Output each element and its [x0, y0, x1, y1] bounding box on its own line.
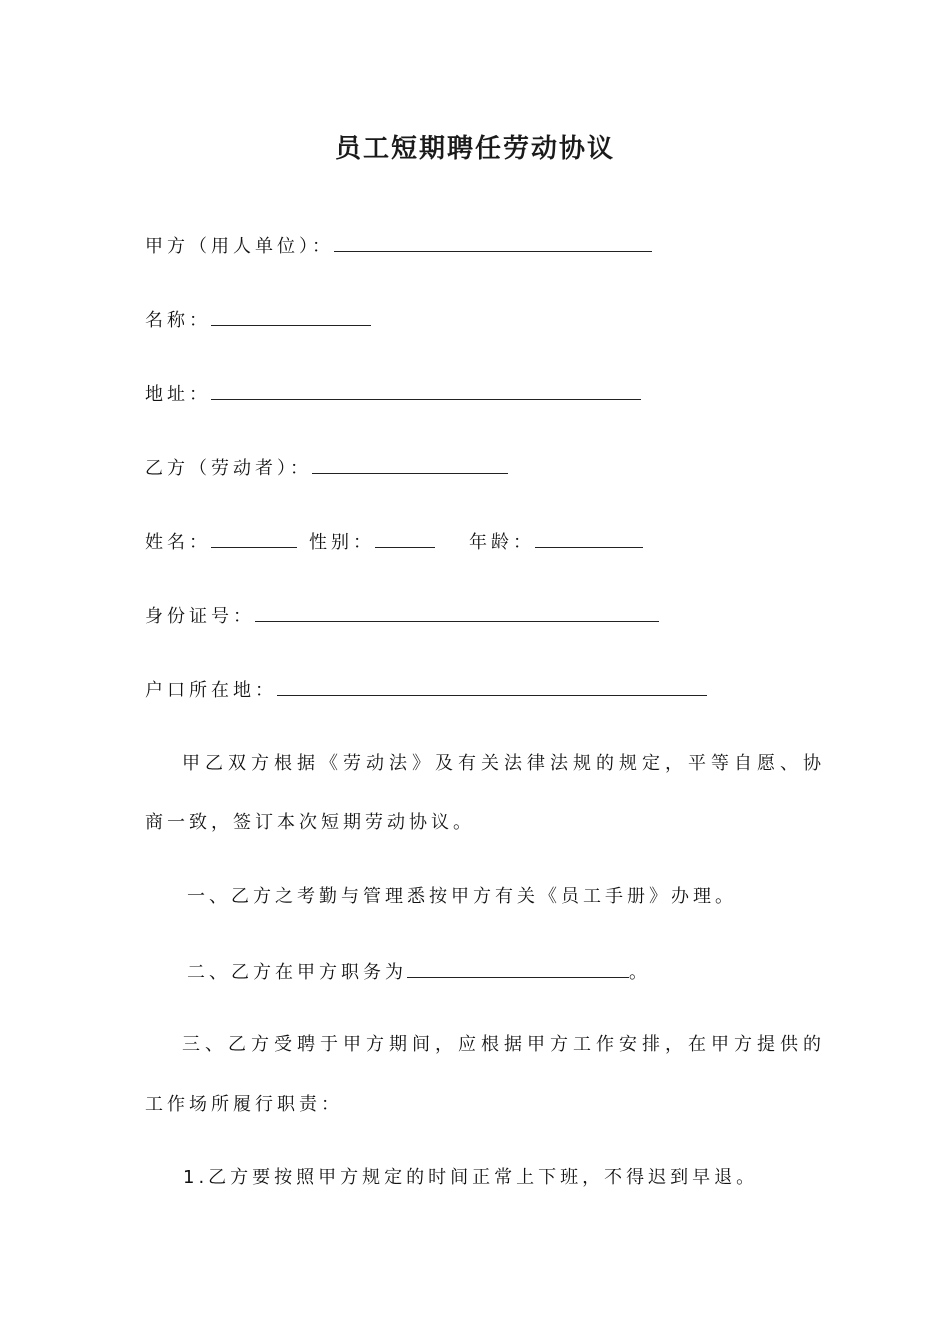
- hukou-blank[interactable]: [277, 677, 707, 696]
- party-b-label: 乙方（劳动者）：: [145, 458, 312, 479]
- party-a-label: 甲方（用人单位）：: [145, 236, 334, 257]
- clause-two-row: [187, 959, 651, 985]
- party-a-row: [145, 233, 652, 259]
- age-label: 年龄：: [469, 532, 535, 553]
- id-label: 身份证号：: [145, 606, 255, 627]
- name-row: [145, 307, 371, 333]
- name-label: 名称：: [145, 310, 211, 331]
- position-blank[interactable]: [407, 959, 629, 978]
- id-blank[interactable]: [255, 603, 659, 622]
- gender-label: 性别：: [309, 532, 375, 553]
- person-name-blank[interactable]: [211, 529, 297, 548]
- person-name-label: 姓名：: [145, 532, 211, 553]
- document-title: 员工短期聘任劳动协议: [334, 134, 615, 164]
- address-label: 地址：: [145, 384, 211, 405]
- clause-three-line-1: 三、乙方受聘于甲方期间，应根据甲方工作安排，在甲方提供的: [182, 1034, 826, 1055]
- clause-two-prefix: 二、乙方在甲方职务为: [187, 962, 407, 983]
- party-b-row: [145, 455, 508, 481]
- name-blank[interactable]: [211, 307, 371, 326]
- hukou-row: [145, 677, 707, 703]
- party-b-blank[interactable]: [312, 455, 508, 474]
- gender-blank[interactable]: [375, 529, 435, 548]
- intro-line-2: 商一致，签订本次短期劳动协议。: [145, 812, 475, 833]
- address-blank[interactable]: [211, 381, 641, 400]
- personal-info-row: [145, 529, 643, 555]
- clause-two-suffix: 。: [629, 962, 651, 983]
- clause-three-item-1: 1.乙方要按照甲方规定的时间正常上下班，不得迟到早退。: [183, 1167, 759, 1188]
- age-blank[interactable]: [535, 529, 643, 548]
- party-a-blank[interactable]: [334, 233, 652, 252]
- clause-one: 一、乙方之考勤与管理悉按甲方有关《员工手册》办理。: [187, 886, 737, 907]
- address-row: [145, 381, 641, 407]
- intro-line-1: 甲乙双方根据《劳动法》及有关法律法规的规定，平等自愿、协: [182, 753, 826, 774]
- id-row: [145, 603, 659, 629]
- clause-three-line-2: 工作场所履行职责：: [145, 1094, 343, 1115]
- hukou-label: 户口所在地：: [145, 680, 277, 701]
